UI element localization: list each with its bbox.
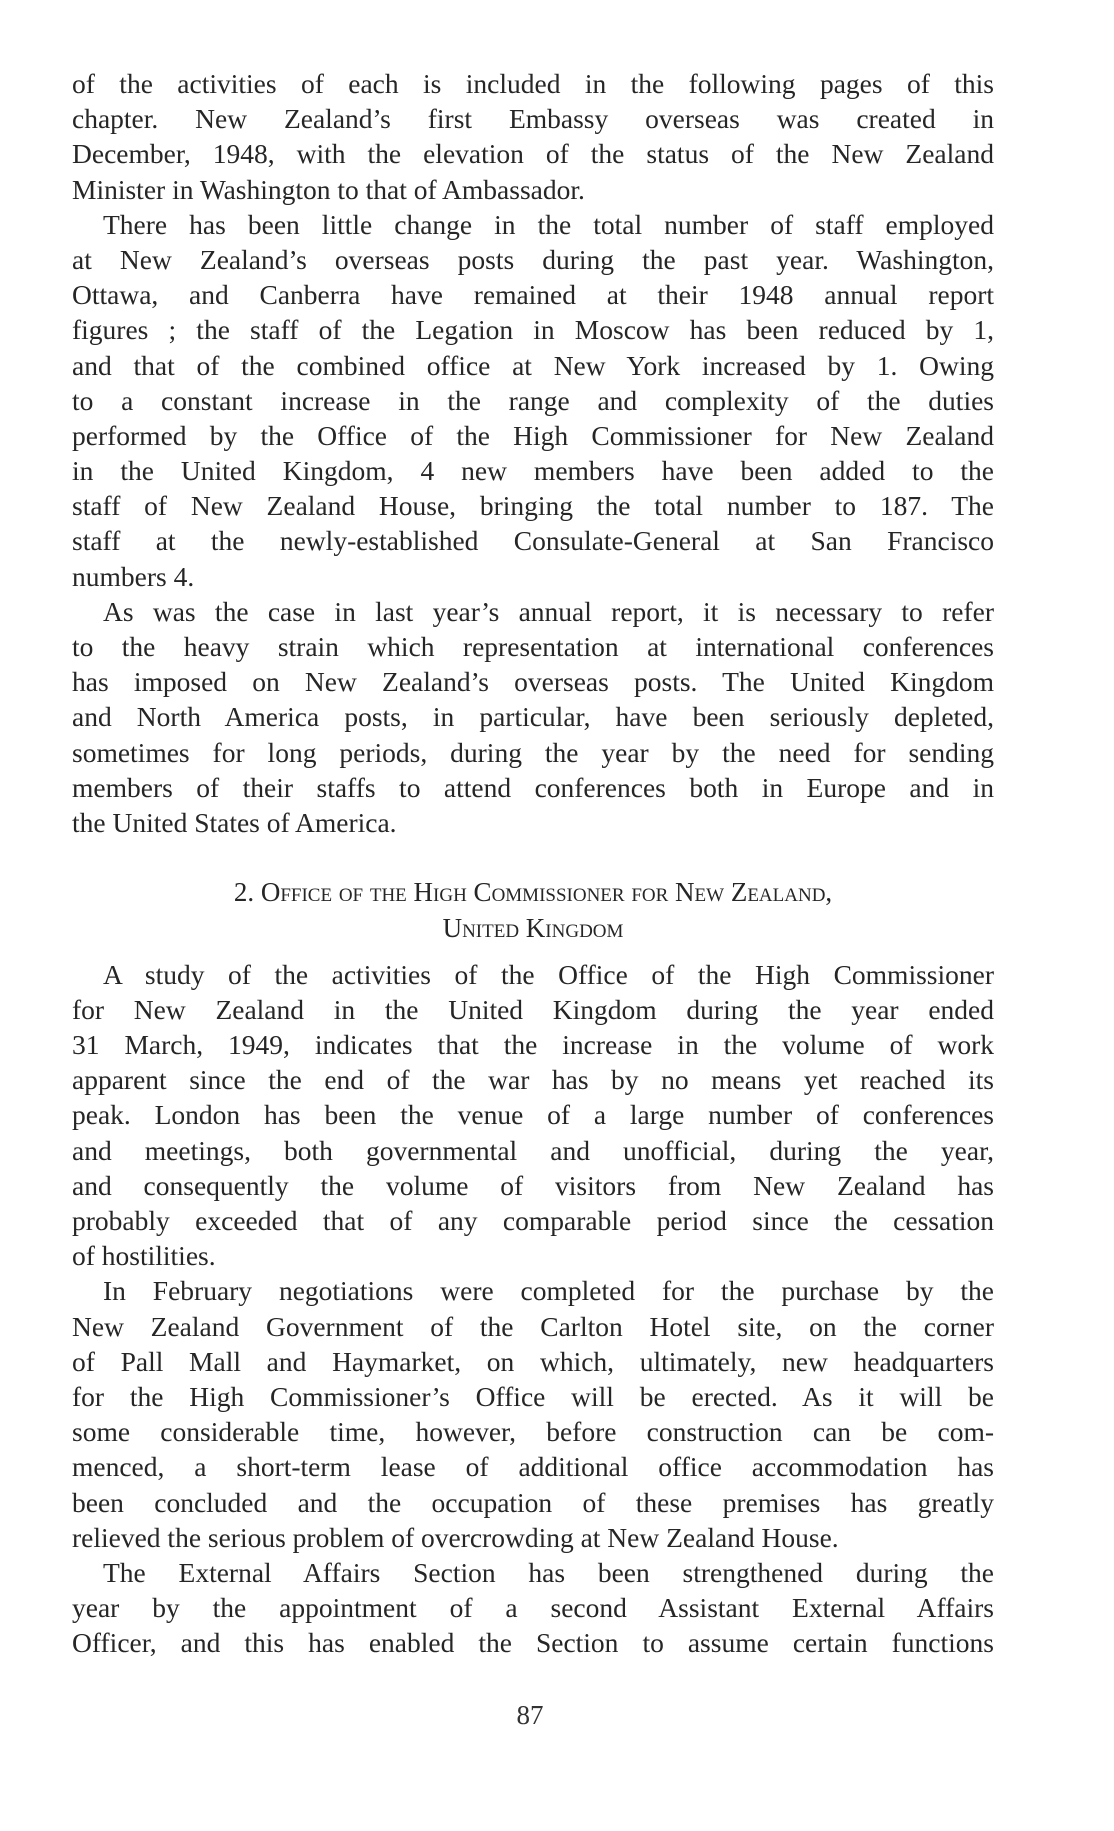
text-line: the United States of America. xyxy=(72,806,397,838)
text-line: As was the case in last year’s annual report, it is necessary to refer xyxy=(103,595,994,627)
text-line: December, 1948, with the elevation of the status of the New Zealand xyxy=(72,138,994,170)
text-line: In February negotiations were completed for the purchase by the xyxy=(103,1275,994,1307)
text-line: has imposed on New Zealand’s overseas posts. The United Kingdom xyxy=(72,666,994,698)
text-line: year by the appointment of a second Assistant External Affairs xyxy=(72,1592,994,1624)
text-line: numbers 4. xyxy=(72,560,195,592)
text-line: New Zealand Government of the Carlton Hotel site, on the corner xyxy=(72,1310,994,1342)
text-line: staff at the newly-established Consulate-General at San Francisco xyxy=(72,525,994,557)
text-line: and meetings, both governmental and unofficial, during the year, xyxy=(72,1134,994,1166)
text-line: relieved the serious problem of overcrowding at New Zealand House. xyxy=(72,1521,839,1553)
text-line: probably exceeded that of any comparable period since the cessation xyxy=(72,1205,994,1237)
text-line: in the United Kingdom, 4 new members have been added to the xyxy=(72,455,994,487)
text-line: There has been little change in the total number of staff employed xyxy=(103,208,994,240)
text-line: The External Affairs Section has been strengthened during the xyxy=(103,1556,994,1588)
text-line: at New Zealand’s overseas posts during the past year. Washington, xyxy=(72,243,994,275)
text-line: members of their staffs to attend conferences both in Europe and in xyxy=(72,771,994,803)
page-body xyxy=(72,66,994,1660)
text-line: apparent since the end of the war has by no means yet reached its xyxy=(72,1064,994,1096)
text-line: peak. London has been the venue of a large number of conferences xyxy=(72,1099,994,1131)
text-line: some considerable time, however, before construction can be com- xyxy=(72,1416,994,1448)
text-line: to the heavy strain which representation at international conferences xyxy=(72,631,994,662)
page-number: 87 xyxy=(516,1700,544,1730)
text-line: of hostilities. xyxy=(72,1240,216,1272)
text-line: and that of the combined office at New York increased by 1. Owing xyxy=(72,349,994,381)
text-line: of the activities of each is included in the following pages of this xyxy=(72,68,994,99)
text-line: figures ; the staff of the Legation in Moscow has been reduced by 1, xyxy=(72,314,994,346)
text-line: menced, a short-term lease of additional office accommodation has xyxy=(72,1451,994,1483)
paragraph xyxy=(72,1273,994,1555)
text-line: performed by the Office of the High Commissioner for New Zealand xyxy=(72,419,994,451)
text-line: and consequently the volume of visitors from New Zealand has xyxy=(72,1169,994,1201)
paragraph xyxy=(72,1555,994,1661)
text-line: A study of the activities of the Office of the High Commissioner xyxy=(103,958,994,990)
text-line: to a constant increase in the range and complexity of the duties xyxy=(72,384,994,416)
text-line: for the High Commissioner’s Office will be erected. As it will be xyxy=(72,1380,994,1412)
paragraphs-after-heading xyxy=(72,957,994,1661)
text-line: been concluded and the occupation of these premises has greatly xyxy=(72,1486,994,1518)
section-heading-line-1: 2. Office of the High Commissioner for New Zealand, xyxy=(233,877,833,908)
text-line: Minister in Washington to that of Ambassador. xyxy=(72,173,585,205)
text-line: chapter. New Zealand’s first Embassy overseas was created in xyxy=(72,103,994,135)
paragraph xyxy=(72,957,994,1274)
paragraph xyxy=(72,66,994,207)
text-line: sometimes for long periods, during the year by the need for sending xyxy=(72,736,994,768)
paragraph xyxy=(72,594,994,840)
text-line: 31 March, 1949, indicates that the increase in the volume of work xyxy=(72,1029,994,1061)
paragraph xyxy=(72,207,994,594)
text-line: Ottawa, and Canberra have remained at their 1948 annual report xyxy=(72,279,994,311)
text-line: of Pall Mall and Haymarket, on which, ultimately, new headquarters xyxy=(72,1345,994,1377)
text-line: for New Zealand in the United Kingdom during the year ended xyxy=(72,993,994,1025)
text-line: staff of New Zealand House, bringing the total number to 187. The xyxy=(72,490,994,522)
text-line: and North America posts, in particular, have been seriously depleted, xyxy=(72,701,994,733)
text-line: Officer, and this has enabled the Section to assume certain functions xyxy=(72,1627,994,1659)
paragraphs-before-heading xyxy=(72,66,994,840)
section-heading-line-2: United Kingdom xyxy=(442,912,624,943)
